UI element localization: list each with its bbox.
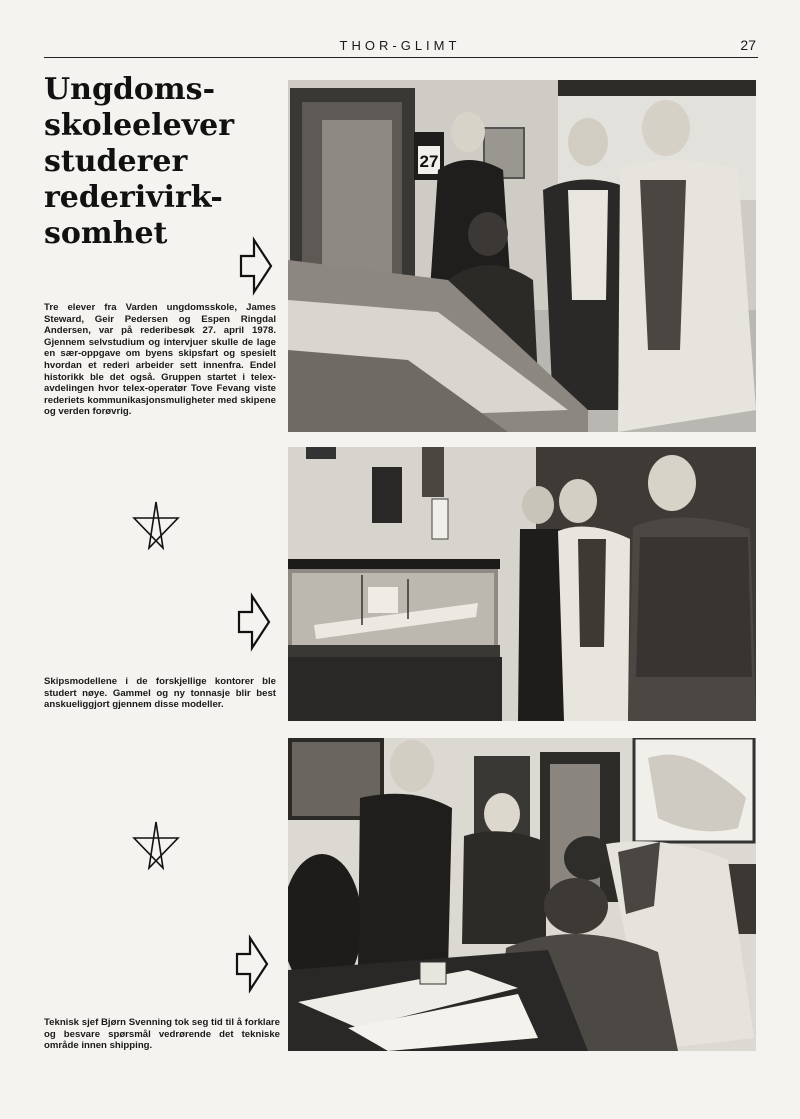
headline-line: studerer: [44, 144, 188, 179]
headline-line: somhet: [44, 216, 168, 251]
headline-line: rederivirk-: [44, 180, 223, 215]
arrow-right-icon: [234, 934, 270, 994]
page-number: 27: [740, 37, 756, 53]
arrow-right-icon: [236, 592, 272, 652]
photo-telex-department: [288, 80, 756, 432]
room-number-sign: 27: [419, 152, 439, 171]
headline: [44, 72, 284, 252]
ship-models-caption: Skipsmodellene i de forskjellige kontorer ble studert nøye. Gammel og ny tonnasje blir best anskueliggjort gjennem disse modeller.: [44, 676, 276, 711]
photo-technical-chief: [288, 738, 756, 1051]
photo-ship-models: [288, 447, 756, 721]
headline-line: Ungdoms-: [44, 72, 216, 107]
arrow-right-icon: [238, 236, 274, 296]
star-icon: [130, 500, 182, 552]
intro-caption: Tre elever fra Varden ungdomsskole, James Steward, Geir Pedersen og Espen Ringdal Andersen, var på rederibesøk 27. april 1978. Gjennem selvstudium og intervjuer skulle de lage en sær-oppgave om byens skipsfart og spesielt hvordan et rederi arbeider sett innenfra. Endel historikk ble det også. Gruppen startet i telex-avdelingen hvor telex-operatør Tove Fevang viste rederiets kommunikasjonsmuligheter med skipene og verden forøvrig.: [44, 302, 276, 418]
star-icon: [130, 820, 182, 872]
running-head: THOR-GLIMT: [339, 38, 461, 53]
headline-line: skoleelever: [44, 108, 235, 143]
header-rule: [44, 57, 758, 58]
technical-chief-caption: Teknisk sjef Bjørn Svenning tok seg tid til å forklare og besvare spørsmål vedrørende det tekniske område innen shipping.: [44, 1017, 280, 1052]
